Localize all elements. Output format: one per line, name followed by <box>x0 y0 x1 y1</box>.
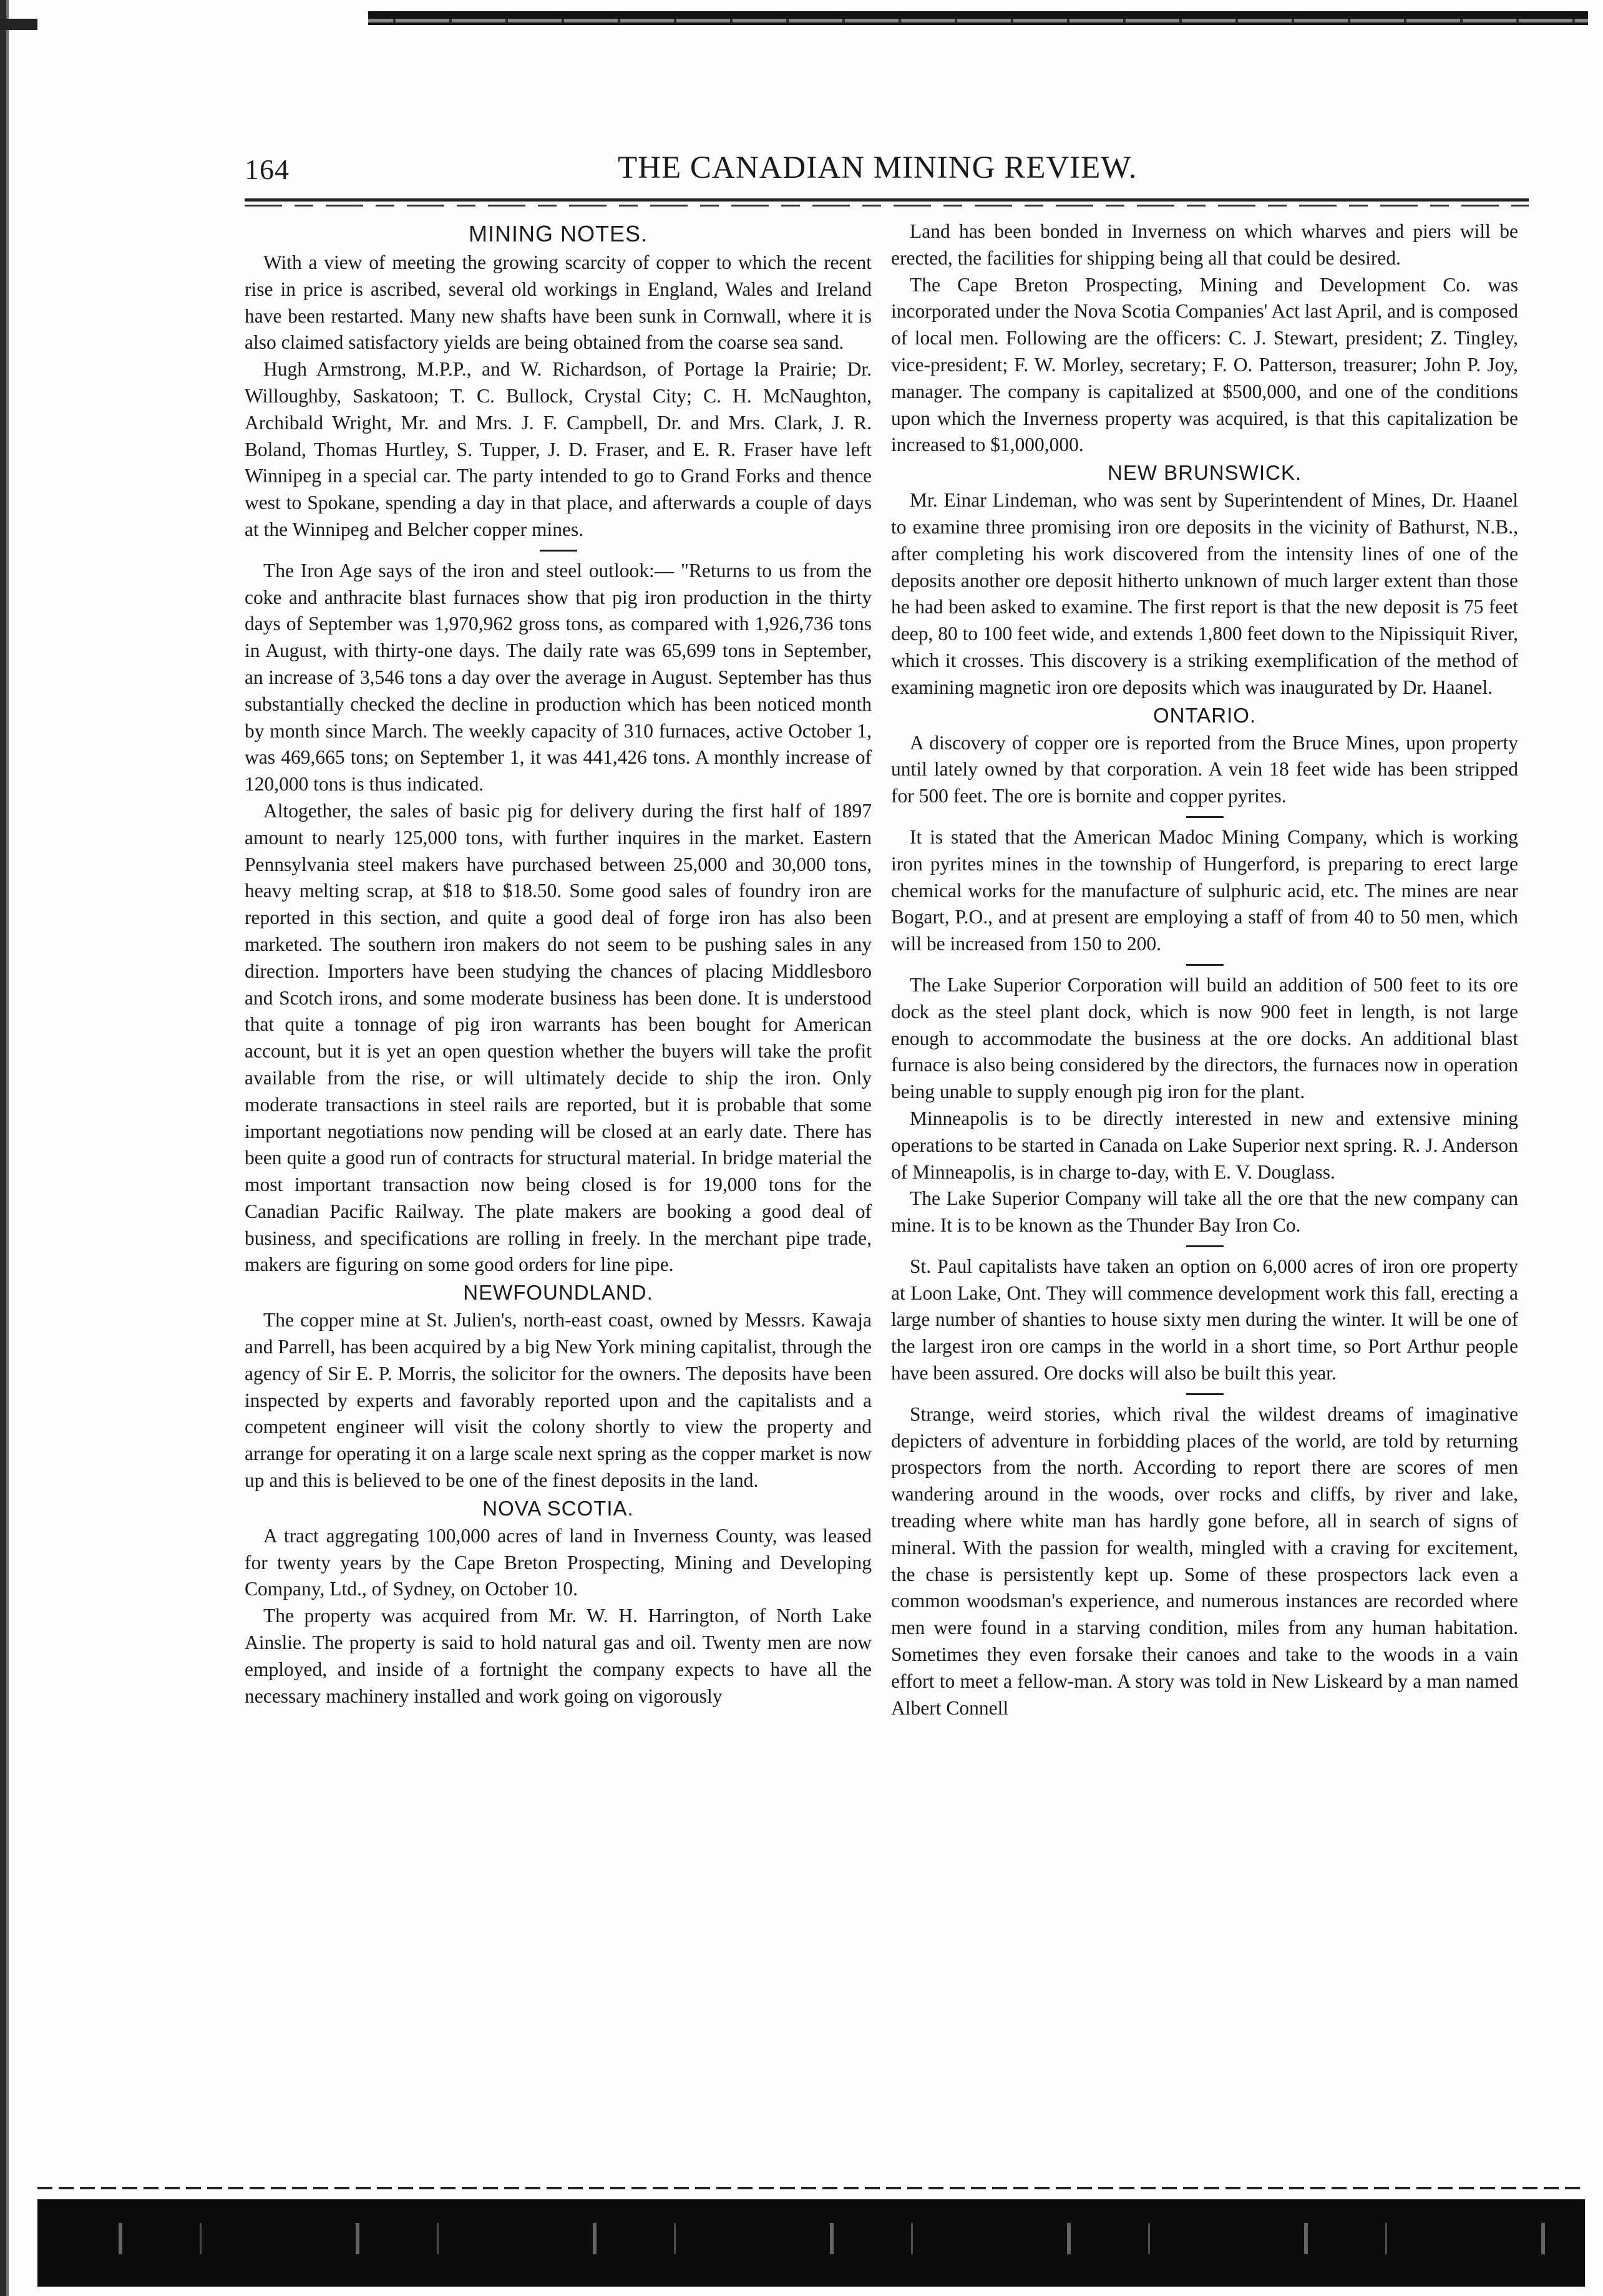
article-paragraph: The property was acquired from Mr. W. H. Harrington, of North Lake Ainslie. The property is said to hold natural gas and oil. Twenty men are now employed, and inside of a fortnight the company expects to have all the necessary machinery installed and work going on vigorously <box>245 1605 872 1707</box>
section-heading-new-brunswick: NEW BRUNSWICK. <box>1108 461 1302 485</box>
page-number: 164 <box>245 153 290 185</box>
article-paragraph: Minneapolis is to be directly interested in new and extensive mining operations to be started in Canada on Lake Superior next spring. R. J. Anderson of Minneapolis, is in charge to-day, with E. V. Douglass. <box>891 1107 1518 1183</box>
article-paragraph: St. Paul capitalists have taken an option on 6,000 acres of iron ore property at Loon Lake, Ont. They will commence development work this fall, erecting a large number of shanties to house sixty men during the winter. It will be one of the largest iron ore camps in the world in a short time, so Port Arthur people have been assured. Ore docks will also be built this year. <box>891 1255 1518 1384</box>
scan-bottom-band <box>37 2199 1585 2287</box>
scan-corner-mark <box>0 19 37 30</box>
article-paragraph: The copper mine at St. Julien's, north-east coast, owned by Messrs. Kawaja and Parrell, has been acquired by a big New York mining capitalist, through the agency of Sir E. P. Morris, the solicitor for the owners. The deposits have been inspected by experts and favorably reported upon and the capitalists and a competent engineer will visit the colony shortly to view the property and arrange for operating it on a large scale next spring as the copper market is now up and this is believed to be one of the finest deposits in the land. <box>245 1309 872 1492</box>
article-paragraph: Hugh Armstrong, M.P.P., and W. Richardson, of Portage la Prairie; Dr. Willoughby, Saskatoon; T. C. Bullock, Crystal City; C. H. McNaughton, Archibald Wright, Mr. and Mrs. J. F. Campbell, Dr. and Mrs. Clark, J. R. Boland, Thomas Hurtley, S. Tupper, J. D. Fraser, and E. R. Fraser have left Winnipeg in a special car. The party intended to go to Grand Forks and thence west to Spokane, spending a day in that place, and afterwards a couple of days at the Winnipeg and Belcher copper mines. <box>245 358 872 540</box>
article-paragraph: A discovery of copper ore is reported from the Bruce Mines, upon property until lately owned by that corporation. A vein 18 feet wide has been stripped for 500 feet. The ore is bornite and copper pyrites. <box>891 731 1518 807</box>
scan-top-border <box>368 11 1588 25</box>
article-paragraph: With a view of meeting the growing scarcity of copper to which the recent rise in price is ascribed, several old workings in England, Wales and Ireland have been restarted. Many new shafts have been sunk in Cornwall, where it is also claimed satisfactory yields are being obtained from the coarse sea sand. <box>245 251 872 354</box>
running-title: THE CANADIAN MINING REVIEW. <box>618 150 1138 185</box>
article-paragraph: Mr. Einar Lindeman, who was sent by Superintendent of Mines, Dr. Haanel to examine three promising iron ore deposits in the vicinity of Bathurst, N.B., after completing his work discovered from the intensity lines of one of the deposits another ore deposit hitherto unknown of much larger extent than those he had been asked to examine. The first report is that the new deposit is 75 feet deep, 80 to 100 feet wide, and extends 1,800 feet down to the Nipissiquit River, which it crosses. This discovery is a striking exemplification of the method of examining magnetic iron ore deposits which was inaugurated by Dr. Haanel. <box>891 489 1518 698</box>
scan-left-edge <box>0 0 20 2296</box>
article-paragraph: The Iron Age says of the iron and steel outlook:— "Returns to us from the coke and anthracite blast furnaces show that pig iron production in the thirty days of September was 1,970,962 gross tons, as compared with 1,926,736 tons in August, with thirty-one days. The daily rate was 65,699 tons in September, an increase of 3,546 tons a day over the average in August. September has thus substantially checked the decline in production which has been noticed month by month since March. The weekly capacity of 310 furnaces, active October 1, was 469,665 tons; on September 1, it was 441,426 tons. A monthly increase of 120,000 tons is thus indicated. <box>245 559 872 795</box>
scan-top-border-texture <box>368 19 1588 22</box>
section-heading-mining-notes: MINING NOTES. <box>468 221 648 246</box>
header-rule-dashed <box>245 205 1529 207</box>
article-paragraph: Strange, weird stories, which rival the wildest dreams of imaginative depicters of adventure in forbidding places of the world, are told by returning prospectors from the north. According to report there are scores of men wandering around in the woods, over rocks and cliffs, by river and lake, treading where white man has hardly gone before, all in search of signs of mineral. With the passion for wealth, mingled with a craving for excitement, the chase is persistently kept up. Some of these prospectors lack even a common woodsman's experience, and numerous instances are recorded where men were found in a starving condition, miles from any human habitation. Sometimes they even forsake their canoes and take to the woods in a vain effort to meet a fellow-man. A story was told in New Liskeard by a man named Albert Connell <box>891 1403 1518 1719</box>
scan-bottom-rule <box>37 2187 1585 2189</box>
right-column <box>891 218 1518 1721</box>
section-heading-newfoundland: NEWFOUNDLAND. <box>463 1281 653 1305</box>
article-paragraph: Land has been bonded in Inverness on which wharves and piers will be erected, the facilities for shipping being all that could be desired. <box>891 220 1518 269</box>
header-rule <box>245 198 1529 202</box>
article-paragraph: It is stated that the American Madoc Mining Company, which is working iron pyrites mines in the township of Hungerford, is preparing to erect large chemical works for the manufacture of sulphuric acid, etc. The mines are near Bogart, P.O., and at present are employing a staff of from 40 to 50 men, which will be increased from 150 to 200. <box>891 825 1518 955</box>
article-paragraph: The Lake Superior Company will take all the ore that the new company can mine. It is to be known as the Thunder Bay Iron Co. <box>891 1187 1518 1237</box>
article-paragraph: A tract aggregating 100,000 acres of land in Inverness County, was leased for twenty years by the Cape Breton Prospecting, Mining and Developing Company, Ltd., of Sydney, on October 10. <box>245 1524 872 1600</box>
separator-dash <box>1186 964 1224 966</box>
separator-dash <box>1186 816 1224 818</box>
separator-dash <box>1186 1393 1224 1395</box>
separator-dash <box>540 550 577 552</box>
article-paragraph: The Cape Breton Prospecting, Mining and Development Co. was incorporated under the Nova Scotia Companies' Act last April, and is composed of local men. Following are the officers: C. J. Stewart, president; Z. Tingley, vice-president; F. W. Morley, secretary; F. O. Patterson, treasurer; John P. Joy, manager. The company is capitalized at $500,000, and one of the conditions upon which the Inverness property was acquired, is that this capitalization be increased to $1,000,000. <box>891 273 1518 456</box>
separator-dash <box>1186 1245 1224 1247</box>
article-paragraph: The Lake Superior Corporation will build an addition of 500 feet to its ore dock as the steel plant dock, which is now 900 feet in length, is not large enough to accommodate the business at the ore docks. An additional blast furnace is also being considered by the directors, the furnaces now in operation being unable to supply enough pig iron for the plant. <box>891 973 1518 1103</box>
section-heading-nova-scotia: NOVA SCOTIA. <box>482 1496 634 1520</box>
left-column <box>245 218 872 1710</box>
section-heading-ontario: ONTARIO. <box>1152 703 1257 727</box>
article-paragraph: Altogether, the sales of basic pig for delivery during the first half of 1897 amount to nearly 125,000 tons, with further inquires in the market. Eastern Pennsylvania steel makers have purchased between 25,000 and 30,000 tons, heavy melting scrap, at $18 to $18.50. Some good sales of foundry iron are reported in this section, and quite a good deal of forge iron has also been marketed. The southern iron makers do not seem to be pushing sales in any direction. Importers have been studying the chances of placing Middlesboro and Scotch irons, and some moderate business has been done. It is understood that quite a tonnage of pig iron warrants has been bought for American account, but it is yet an open question whether the buyers will take the profit available from the rise, or will ultimately decide to ship the iron. Only moderate transactions in steel rails are reported, but it is probable that some important negotiations now pending will be closed at an early date. There has been quite a good run of contracts for structural material. In bridge material the most important transaction now being closed is for 19,000 tons for the Canadian Pacific Railway. The plate makers are booking a good deal of business, and specifications are rolling in freely. In the merchant pipe trade, makers are figuring on some good orders for line pipe. <box>245 799 872 1276</box>
